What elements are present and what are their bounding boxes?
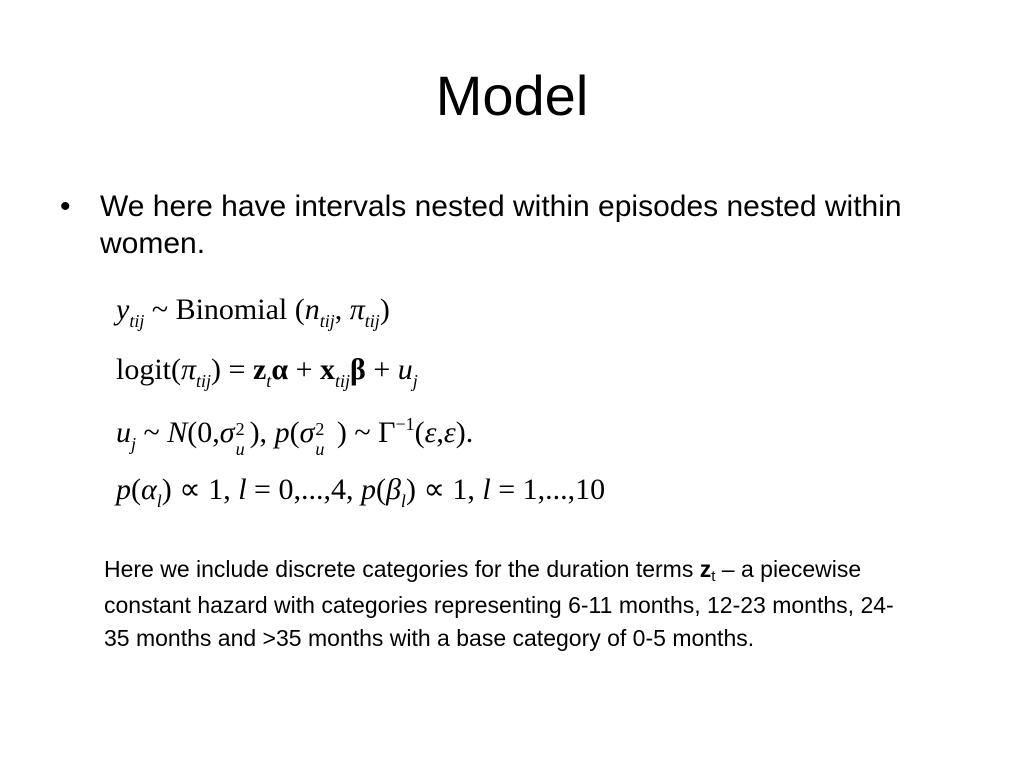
eq4-p1: p bbox=[116, 473, 131, 506]
eq4-prop2: ∝ 1, bbox=[423, 473, 475, 506]
eq1-y: y bbox=[116, 293, 130, 326]
note-z: z bbox=[699, 556, 712, 582]
equation-priors-variance bbox=[116, 414, 474, 460]
eq3-gamma-sup: −1 bbox=[395, 414, 415, 434]
bullet-text: We here have intervals nested within episodes nested within women. bbox=[100, 190, 902, 260]
eq2-u: u bbox=[397, 353, 413, 386]
eq2-alpha: α bbox=[271, 353, 289, 386]
eq4-close1: ) bbox=[161, 473, 172, 506]
eq2-plus1: + bbox=[295, 353, 313, 386]
eq1-close: ) bbox=[379, 293, 390, 326]
eq4-range2: = 1,...,10 bbox=[498, 473, 606, 506]
eq1-pi: π bbox=[349, 293, 365, 326]
eq1-n-sub: tij bbox=[319, 311, 335, 331]
eq1-n: n bbox=[304, 293, 320, 326]
eq3-part7: ). bbox=[455, 416, 474, 449]
eq4-range1: = 0,...,4, bbox=[254, 473, 354, 506]
eq1-y-sub: tij bbox=[129, 311, 145, 331]
eq3-part4: ( bbox=[289, 416, 300, 449]
eq2-u-sub: j bbox=[412, 371, 418, 391]
eq4-beta-sub: l bbox=[400, 491, 406, 511]
eq4-open1: ( bbox=[131, 473, 141, 506]
eq1-tilde: ~ bbox=[151, 293, 169, 326]
eq3-part3: ), bbox=[249, 416, 268, 449]
slide-title: Model bbox=[435, 64, 589, 127]
eq3-sigma2-sup: 2 bbox=[315, 419, 325, 440]
eq2-z: z bbox=[252, 353, 267, 386]
eq1-dist: Binomial bbox=[175, 293, 288, 326]
eq3-sigma2: σ bbox=[299, 416, 315, 449]
eq2-plus2: + bbox=[373, 353, 391, 386]
eq3-u: u bbox=[116, 416, 131, 449]
eq4-l1: l bbox=[238, 473, 247, 506]
eq3-sigma1: σ bbox=[219, 416, 235, 449]
eq2-pi: π bbox=[181, 353, 197, 386]
eq3-sigma2-scripts bbox=[315, 417, 329, 460]
eq2-close-eq: ) = bbox=[211, 353, 246, 386]
equation-logit bbox=[116, 352, 418, 391]
eq2-pi-sub: tij bbox=[196, 371, 212, 391]
eq4-close2: ) bbox=[405, 473, 416, 506]
eq1-comma: , bbox=[334, 293, 343, 326]
explanation-note bbox=[104, 553, 904, 655]
eq4-alpha: α bbox=[141, 473, 157, 506]
eq2-z-sub: t bbox=[266, 371, 272, 391]
eq3-part2: (0, bbox=[187, 416, 220, 449]
eq3-eps2: ε bbox=[443, 416, 456, 449]
bullet-mark: • bbox=[60, 190, 71, 223]
note-before: Here we include discrete categories for the duration terms bbox=[104, 556, 700, 582]
eq3-comma: , bbox=[436, 416, 444, 449]
eq2-x-sub: tij bbox=[334, 371, 350, 391]
eq1-pi-sub: tij bbox=[364, 311, 380, 331]
eq4-alpha-sub: l bbox=[156, 491, 162, 511]
note-z-sub: t bbox=[711, 568, 716, 585]
eq3-sigma1-sub: u bbox=[235, 439, 245, 460]
equation-priors-coefficients bbox=[116, 472, 605, 511]
eq4-open2: ( bbox=[375, 473, 386, 506]
eq4-p2: p bbox=[360, 473, 376, 506]
eq2-x: x bbox=[319, 353, 335, 386]
eq4-beta: β bbox=[385, 473, 401, 506]
eq3-p: p bbox=[274, 416, 290, 449]
note-after: – a piecewise constant hazard with categories representing 6-11 months, 12-23 months, 24-35 months and >35 months with a base category of 0-5 months. bbox=[104, 556, 894, 651]
eq4-prop1: ∝ 1, bbox=[179, 473, 231, 506]
eq3-u-sub: j bbox=[131, 434, 137, 454]
eq3-N: N bbox=[167, 416, 188, 449]
eq3-part5: ) ~ Γ bbox=[336, 416, 396, 449]
eq4-l2: l bbox=[482, 473, 491, 506]
eq3-tilde: ~ bbox=[143, 416, 160, 449]
eq1-open: ( bbox=[294, 293, 305, 326]
eq2-beta: β bbox=[350, 353, 366, 386]
eq3-sigma2-sub: u bbox=[315, 439, 325, 460]
eq3-sigma1-sup: 2 bbox=[235, 419, 245, 440]
eq3-eps1: ε bbox=[424, 416, 437, 449]
eq3-sigma1-scripts bbox=[235, 417, 250, 460]
eq3-part6: ( bbox=[414, 416, 425, 449]
equation-binomial bbox=[116, 292, 390, 331]
eq2-logit: logit( bbox=[116, 353, 181, 386]
